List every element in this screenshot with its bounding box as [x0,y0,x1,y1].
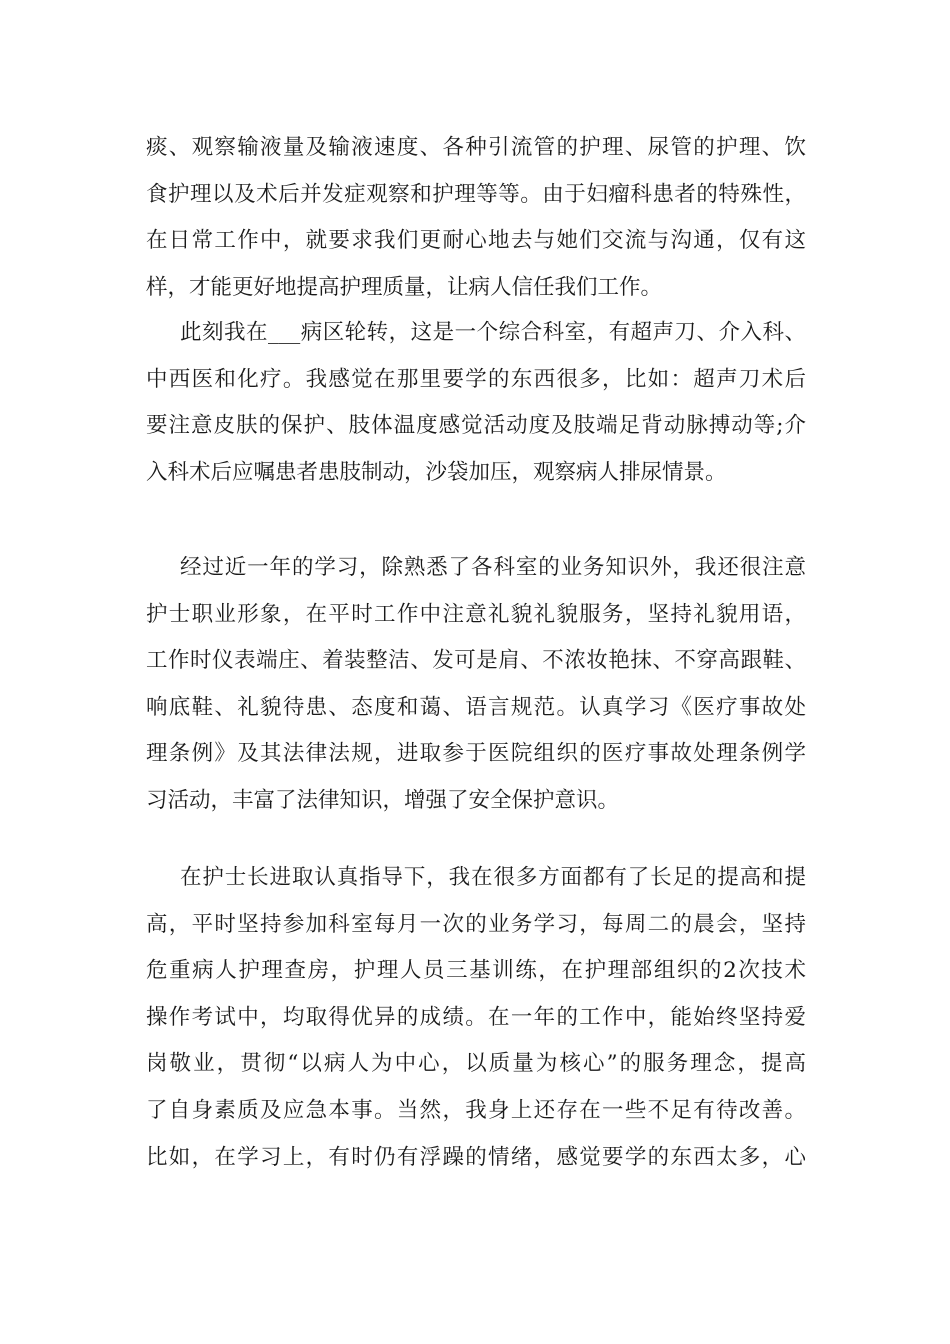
paragraph-line: 响底鞋、礼貌待患、态度和蔼、语言规范。认真学习《医疗事故处 [146,694,806,720]
paragraph-line: 样，才能更好地提高护理质量，让病人信任我们工作。 [146,274,663,300]
paragraph-3 [146,545,806,825]
paragraph-1 [146,125,806,311]
paragraph-line: 在日常工作中，就要求我们更耐心地去与她们交流与沟通，仅有这 [146,228,806,254]
paragraph-line: 高，平时坚持参加科室每月一次的业务学习，每周二的晨会，坚持 [146,911,806,937]
paragraph-line: 要注意皮肤的保护、肢体温度感觉活动度及肢端足背动脉搏动等;介 [146,413,806,439]
paragraph-line: 此刻我在___病区轮转，这是一个综合科室，有超声刀、介入科、 [180,320,806,345]
paragraph-line: 危重病人护理查房，护理人员三基训练，在护理部组织的2次技术 [146,958,806,984]
paragraph-line: 工作时仪表端庄、着装整洁、发可是肩、不浓妆艳抹、不穿高跟鞋、 [146,648,806,674]
paragraph-line: 比如，在学习上，有时仍有浮躁的情绪，感觉要学的东西太多，心 [146,1144,806,1170]
paragraph-line: 中西医和化疗。我感觉在那里要学的东西很多，比如：超声刀术后 [146,366,806,392]
paragraph-line: 在护士长进取认真指导下，我在很多方面都有了长足的提高和提 [180,865,806,890]
paragraph-line: 护士职业形象，在平时工作中注意礼貌礼貌服务，坚持礼貌用语， [146,601,806,627]
paragraph-line: 痰、观察输液量及输液速度、各种引流管的护理、尿管的护理、饮 [146,135,806,160]
paragraph-2 [146,310,806,496]
paragraph-line: 理条例》及其法律法规，进取参于医院组织的医疗事故处理条例学 [146,741,806,767]
paragraph-line: 习活动，丰富了法律知识，增强了安全保护意识。 [146,787,620,813]
paragraph-line: 操作考试中，均取得优异的成绩。在一年的工作中，能始终坚持爱 [146,1004,806,1030]
paragraph-4 [146,855,806,1181]
paragraph-line: 经过近一年的学习，除熟悉了各科室的业务知识外，我还很注意 [180,555,806,580]
paragraph-line: 食护理以及术后并发症观察和护理等等。由于妇瘤科患者的特殊性， [146,181,806,207]
paragraph-line: 岗敬业，贯彻“以病人为中心，以质量为核心”的服务理念，提高 [146,1051,806,1077]
paragraph-line: 了自身素质及应急本事。当然，我身上还存在一些不足有待改善。 [146,1097,806,1123]
paragraph-line: 入科术后应嘱患者患肢制动，沙袋加压，观察病人排尿情景。 [146,459,727,485]
